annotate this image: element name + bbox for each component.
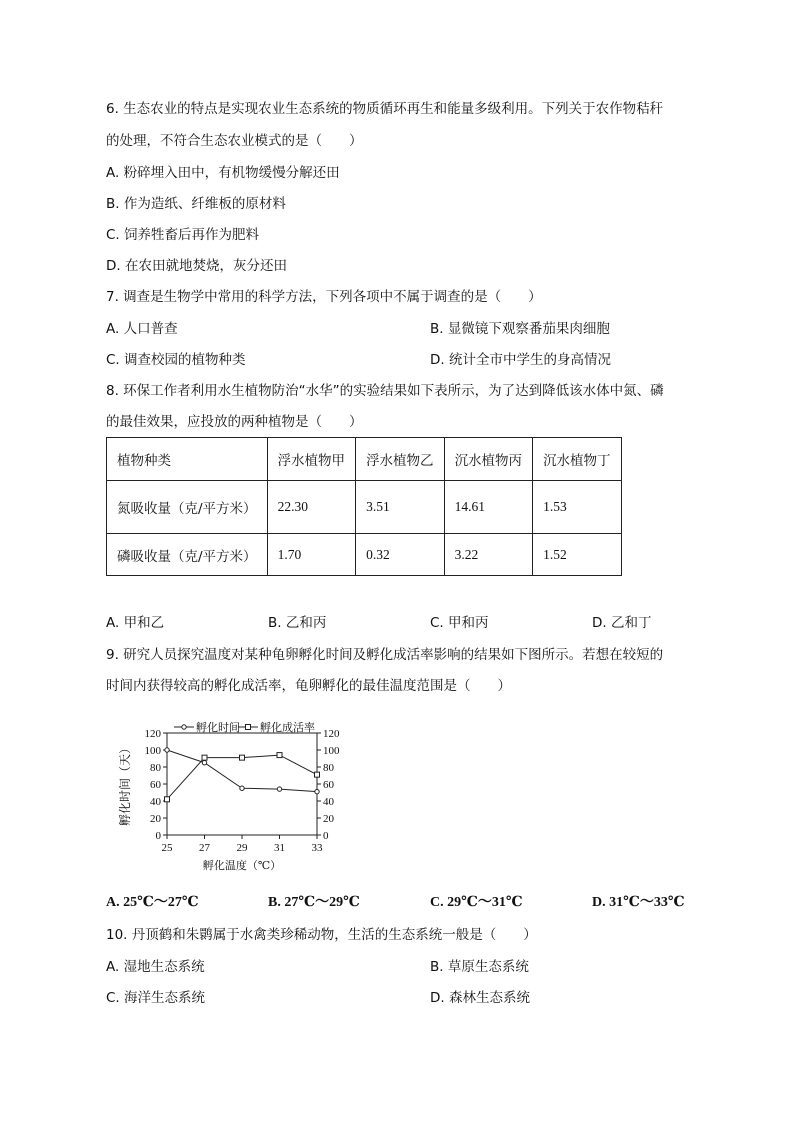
data-point-square — [240, 755, 245, 760]
y-tick-label-right: 60 — [323, 779, 334, 791]
data-point-circle — [202, 761, 206, 765]
data-point-square — [277, 753, 282, 758]
y-tick-label-left: 60 — [150, 779, 161, 791]
q7-option-c: C. 调查校园的植物种类 — [106, 352, 246, 368]
q6-option-b: B. 作为造纸、纤维板的原材料 — [106, 196, 286, 212]
q7-option-d: D. 统计全市中学生的身高情况 — [430, 352, 611, 368]
table-row — [107, 534, 622, 576]
table-cell: 1.53 — [533, 481, 622, 534]
y-tick-label-right: 120 — [323, 728, 340, 740]
y-tick-label-right: 100 — [323, 745, 340, 757]
q6-stem-line1: 6. 生态农业的特点是实现农业生态系统的物质循环再生和能量多级利用。下列关于农作物秸秆 — [106, 101, 664, 117]
q9-option-d: D. 31℃～33℃ — [592, 895, 685, 910]
data-point-square — [315, 772, 320, 777]
q7-option-b: B. 显微镜下观察番茄果肉细胞 — [430, 321, 610, 337]
q9-option-a: A. 25℃～27℃ — [106, 895, 199, 910]
x-tick-label: 25 — [161, 842, 173, 854]
table-cell: 14.61 — [444, 481, 533, 534]
table-header-cell: 浮水植物乙 — [356, 438, 445, 481]
table-cell: 1.70 — [267, 534, 356, 576]
table-header-cell: 浮水植物甲 — [267, 438, 356, 481]
q7-stem: 7. 调查是生物学中常用的科学方法，下列各项中不属于调查的是（ ） — [106, 289, 542, 305]
q8-stem-line1: 8. 环保工作者利用水生植物防治“水华”的实验结果如下表所示，为了达到降低该水体中氮、磷 — [106, 383, 664, 399]
y-tick-label-right: 20 — [323, 813, 334, 825]
y-tick-label-right: 0 — [323, 830, 329, 842]
x-axis-label: 孵化温度（℃） — [202, 860, 282, 872]
q10-option-c: C. 海洋生态系统 — [106, 990, 206, 1006]
table-header-cell: 植物种类 — [107, 438, 268, 481]
q9-option-c: C. 29℃～31℃ — [430, 895, 523, 910]
q9-option-b: B. 27℃～29℃ — [268, 895, 360, 910]
data-point-square — [165, 797, 170, 802]
y-tick-label-right: 40 — [323, 796, 334, 808]
q10-option-d: D. 森林生态系统 — [430, 990, 530, 1006]
table-row-label: 氮吸收量（克/平方米） — [107, 481, 268, 534]
q8-stem-line2: 的最佳效果，应投放的两种植物是（ ） — [106, 414, 363, 430]
q9-stem-line1: 9. 研究人员探究温度对某种龟卵孵化时间及孵化成活率影响的结果如下图所示。若想在较短的 — [106, 647, 664, 663]
table-cell: 1.52 — [533, 534, 622, 576]
plot-frame — [167, 733, 317, 835]
x-tick-label: 33 — [311, 842, 323, 854]
legend-label: 孵化成活率 — [260, 722, 315, 734]
x-tick-label: 27 — [199, 842, 210, 854]
series-line-square — [167, 755, 317, 799]
legend-marker-circle — [182, 725, 186, 729]
table-header-cell: 沉水植物丁 — [533, 438, 622, 481]
table-header-row — [107, 438, 622, 481]
y-tick-label-right: 80 — [323, 762, 334, 774]
q7-option-a: A. 人口普查 — [106, 321, 178, 337]
table-row-label: 磷吸收量（克/平方米） — [107, 534, 268, 576]
table-cell: 0.32 — [356, 534, 445, 576]
y-tick-label-left: 120 — [144, 728, 161, 740]
y-tick-label-left: 40 — [150, 796, 161, 808]
table-cell: 3.51 — [356, 481, 445, 534]
q6-option-a: A. 粉碎埋入田中，有机物缓慢分解还田 — [106, 165, 340, 181]
hatching-chart — [110, 718, 360, 878]
q6-option-d: D. 在农田就地焚烧，灰分还田 — [106, 258, 287, 274]
table-header-cell: 沉水植物丙 — [444, 438, 533, 481]
y-tick-label-left: 100 — [144, 745, 161, 757]
q6-option-c: C. 饲养牲畜后再作为肥料 — [106, 227, 260, 243]
q8-option-b: B. 乙和丙 — [268, 615, 327, 631]
table-cell: 3.22 — [444, 534, 533, 576]
q6-stem-line2: 的处理，不符合生态农业模式的是（ ） — [106, 133, 363, 149]
data-point-circle — [165, 748, 169, 752]
data-point-square — [202, 755, 207, 760]
y-tick-label-left: 20 — [150, 813, 161, 825]
data-point-circle — [240, 786, 244, 790]
absorption-table — [106, 437, 622, 576]
q10-stem: 10. 丹顶鹤和朱鹮属于水禽类珍稀动物，生活的生态系统一般是（ ） — [106, 927, 537, 943]
table-row — [107, 481, 622, 534]
y-axis-label: 孵化时间（天） — [118, 741, 132, 827]
q10-option-b: B. 草原生态系统 — [430, 959, 529, 975]
q8-option-c: C. 甲和丙 — [430, 615, 489, 631]
q10-option-a: A. 湿地生态系统 — [106, 959, 205, 975]
table-cell: 22.30 — [267, 481, 356, 534]
x-tick-label: 29 — [236, 842, 248, 854]
x-tick-label: 31 — [274, 842, 285, 854]
y-tick-label-left: 0 — [155, 830, 161, 842]
legend-label: 孵化时间 — [196, 722, 240, 734]
data-point-circle — [277, 787, 281, 791]
y-tick-label-left: 80 — [150, 762, 161, 774]
q9-stem-line2: 时间内获得较高的孵化成活率，龟卵孵化的最佳温度范围是（ ） — [106, 678, 511, 694]
q8-option-a: A. 甲和乙 — [106, 615, 165, 631]
q8-option-d: D. 乙和丁 — [592, 615, 652, 631]
data-point-circle — [315, 789, 319, 793]
legend-marker-square — [246, 725, 251, 730]
